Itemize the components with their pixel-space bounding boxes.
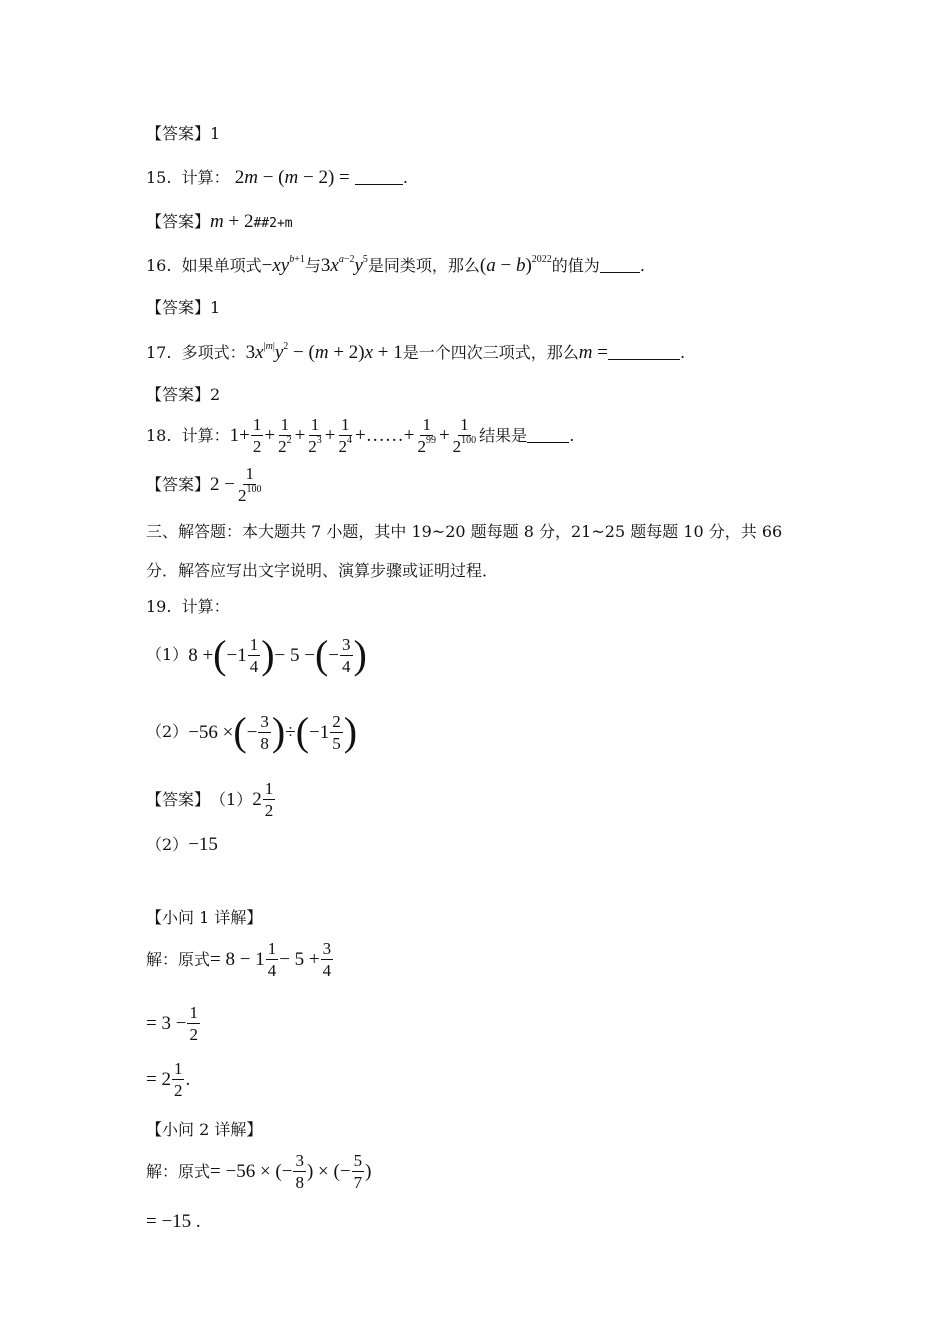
question-number: 19. [146, 597, 172, 616]
question-text: 是一个四次三项式，那么 [402, 343, 579, 362]
question-text: 的值为 [551, 256, 600, 275]
answer-blank [527, 428, 569, 443]
question-15: 15. 计算： 2m − (m − 2) = . [146, 167, 408, 188]
answer-value: 2 [210, 385, 221, 404]
question-number: 16. [146, 256, 172, 275]
fraction: $\frac{3}{8}$ [295, 1151, 304, 1192]
solution-label: 解：原式 [146, 1161, 211, 1181]
part-label: （1） [210, 789, 253, 809]
answer-label: 【答案】 [146, 298, 211, 317]
answer-line-18 [146, 465, 264, 504]
answer-value: 1 [210, 298, 221, 317]
fraction: $\frac{1}{2^4}$ [338, 415, 353, 456]
answer-line-15 [146, 212, 293, 231]
question-text: 与 [304, 256, 321, 275]
answer-label: 【答案】 [146, 474, 211, 494]
answer-line-19-1: 【答案】（1）2 $\frac{1}{2}$ [146, 779, 274, 820]
fraction: $\frac{1}{4}$ [249, 634, 259, 676]
answer-blank [608, 345, 680, 360]
answer-math: 2 − [210, 474, 235, 495]
answer-value: −15 [188, 834, 218, 855]
series-expression: 1+ [229, 425, 250, 446]
section-3-heading-cont: 分．解答应写出文字说明、演算步骤或证明过程． [146, 561, 499, 580]
solution-label: 解：原式 [146, 949, 211, 969]
solution-1-step-1: 解：原式= 8 − 1 $\frac{1}{4}$ − 5 + $\frac{3}{4}$ [146, 939, 332, 980]
solution-1-step-3: = 2 $\frac{1}{2}$ . [146, 1059, 191, 1100]
fraction: $\frac{1}{2}$ [264, 779, 274, 820]
fraction: $\frac{5}{7}$ [353, 1151, 363, 1192]
fraction: $\frac{1}{2^3}$ [308, 415, 322, 456]
answer-line-14 [146, 126, 220, 142]
polynomial: $3x^{|m|}y^2 - (m + 2)x + 1$ [245, 341, 403, 363]
question-19-part-2: （2）−56 ×(− $\frac{3}{8}$ )÷(−1 $\frac{2}{5}$ ) [146, 709, 358, 754]
answer-blank [600, 258, 640, 273]
question-text: 如果单项式 [181, 256, 262, 275]
fraction: $\frac{1}{2}$ [173, 1059, 183, 1100]
fraction: $\frac{2}{5}$ [332, 711, 341, 753]
variable-m: m = [578, 342, 608, 363]
question-18: 18. 计算：1+ $\frac{1}{2}$ + $\frac{1}{2^2}$ + $\frac{1}{2^3}$ + $\frac{1}{2^4}$ +……+ $\frac{1}{2^{99}}$ + $\frac{1}{2^{100}}$ 结果是 . [146, 415, 575, 456]
part-label: （2） [146, 835, 189, 854]
answer-line-17 [146, 387, 220, 403]
answer-math: m + 2 [210, 211, 254, 232]
fraction: $\frac{1}{2^{99}}$ [417, 415, 436, 456]
question-text: 多项式： [181, 343, 246, 362]
question-prompt: 计算： [181, 597, 230, 616]
fraction: $\frac{3}{8}$ [260, 711, 269, 753]
part-label: （2） [146, 722, 189, 741]
question-16: 16. 如果单项式$-xy^{b+1}$与$3x^{a-2}y^5$是同类项，那么$(a - b)^{2022}$的值为 . [146, 254, 645, 276]
answer-label: 【答案】 [146, 212, 211, 231]
answer-extra: ##2+m [253, 216, 293, 231]
fraction: $\frac{1}{2}$ [189, 1003, 198, 1044]
question-number: 18. [146, 425, 172, 445]
fraction: $\frac{3}{4}$ [342, 634, 351, 676]
answer-value: 1 [210, 124, 221, 143]
solution-2-step-2: = −15 . [146, 1211, 201, 1232]
solution-2-step-1: 解：原式= −56 × (− $\frac{3}{8}$ ) × (− $\frac{5}{7}$ ) [146, 1151, 372, 1192]
question-19-part-1: （1）8 +(−1 $\frac{1}{4}$ )− 5 −(− $\frac{3}{4}$ ) [146, 632, 367, 677]
math-expression: 2m − (m − 2) = [234, 167, 350, 188]
answer-line-16 [146, 300, 220, 316]
fraction: $\frac{1}{2^{100}}$ [452, 415, 477, 456]
power-expression: $(a - b)^{2022}$ [479, 254, 552, 276]
solution-1-step-2: = 3 − $\frac{1}{2}$ [146, 1003, 198, 1044]
part-label: （1） [146, 645, 189, 664]
answer-label: 【答案】 [146, 789, 211, 809]
fraction: $\frac{3}{4}$ [322, 939, 332, 980]
question-prompt: 计算： [181, 168, 230, 187]
section-3-heading: 三、解答题：本大题共 7 小题，其中 19~20 题每题 8 分，21~25 题每题 10 分，共 66 [146, 522, 783, 541]
answer-label: 【答案】 [146, 124, 211, 143]
answer-line-19-2 [146, 835, 218, 854]
fraction: $\frac{1}{2^2}$ [278, 415, 292, 456]
question-17: 17. 多项式：$3x^{|m|}y^2 - (m + 2)x + 1$是一个四次三项式，那么m = . [146, 341, 686, 363]
fraction: $\frac{1}{2^{100}}$ [237, 464, 262, 505]
answer-blank [355, 170, 403, 185]
question-number: 17. [146, 343, 172, 362]
fraction: $\frac{1}{2}$ [252, 415, 262, 456]
question-number: 15. [146, 168, 172, 187]
monomial-1: $-xy^{b+1}$ [261, 254, 305, 276]
question-text: 结果是 [479, 425, 528, 445]
monomial-2: $3x^{a-2}y^5$ [320, 254, 368, 276]
answer-label: 【答案】 [146, 385, 211, 404]
question-prompt: 计算： [181, 425, 230, 445]
question-text: 是同类项，那么 [367, 256, 480, 275]
fraction: $\frac{1}{4}$ [267, 939, 277, 980]
detail-heading-1: 【小问 1 详解】 [146, 908, 263, 927]
question-19 [146, 599, 230, 615]
detail-heading-2: 【小问 2 详解】 [146, 1120, 263, 1139]
